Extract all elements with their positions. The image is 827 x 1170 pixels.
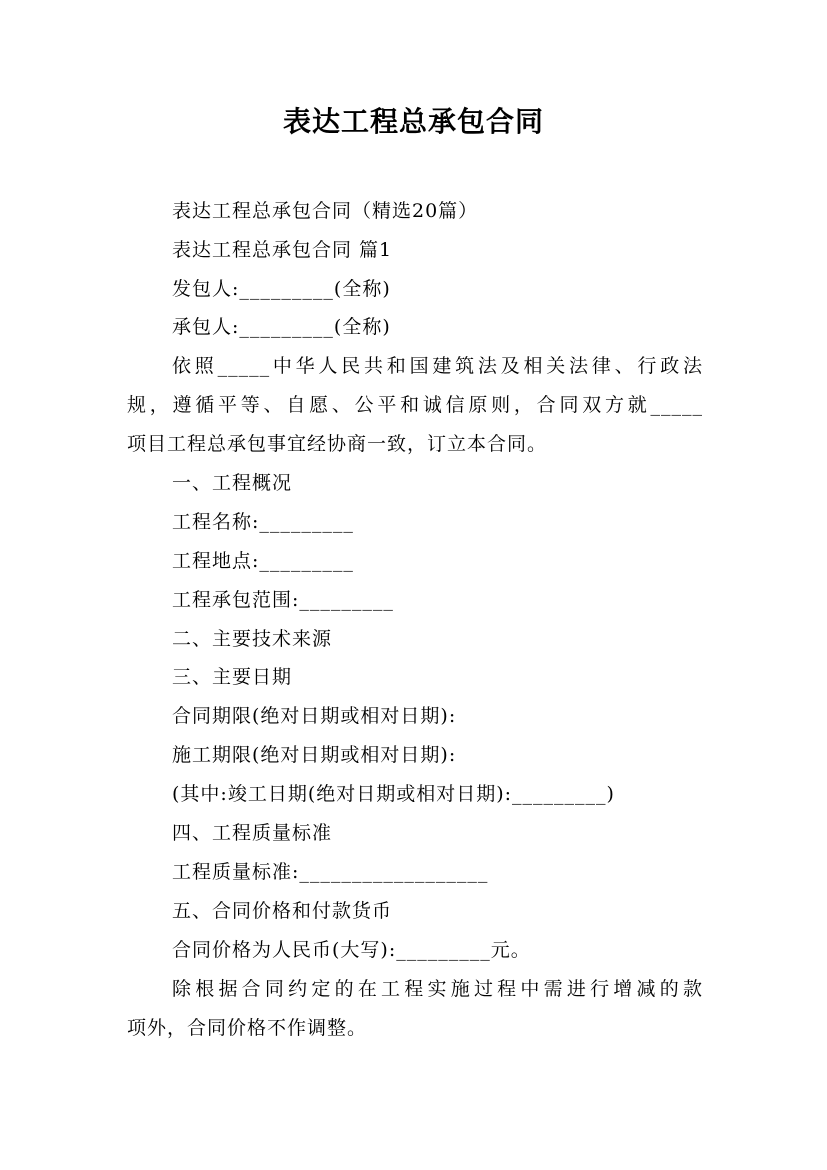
- doc-line-quality-standard: 工程质量标准:__________________: [172, 861, 489, 883]
- document-title: 表达工程总承包合同: [282, 105, 544, 138]
- doc-line-employer: 发包人:_________(全称): [172, 278, 391, 300]
- doc-line-heading-4: 四、工程质量标准: [172, 822, 333, 844]
- doc-line-heading-1: 一、工程概况: [172, 472, 293, 494]
- doc-line-project-location: 工程地点:_________: [172, 550, 354, 572]
- doc-line-paragraph-4: 除根据合同约定的在工程实施过程中需进行增减的款: [172, 978, 703, 1000]
- doc-line-section-heading: 表达工程总承包合同 篇1: [172, 239, 393, 261]
- doc-line-contract-price: 合同价格为人民币(大写):_________元。: [172, 939, 531, 961]
- doc-line-subtitle: 表达工程总承包合同（精选20篇）: [172, 200, 479, 222]
- doc-line-completion-date: (其中:竣工日期(绝对日期或相对日期):_________): [172, 783, 615, 805]
- doc-line-heading-2: 二、主要技术来源: [172, 628, 333, 650]
- doc-line-project-scope: 工程承包范围:_________: [172, 589, 394, 611]
- doc-line-paragraph-3: 项目工程总承包事宜经协商一致，订立本合同。: [127, 433, 548, 455]
- doc-line-heading-3: 三、主要日期: [172, 666, 293, 688]
- doc-line-project-name: 工程名称:_________: [172, 511, 354, 533]
- doc-line-construction-period: 施工期限(绝对日期或相对日期):: [172, 744, 457, 766]
- doc-line-paragraph-1: 依照_____中华人民共和国建筑法及相关法律、行政法: [172, 355, 703, 377]
- doc-line-contract-period: 合同期限(绝对日期或相对日期):: [172, 705, 457, 727]
- doc-line-paragraph-5: 项外，合同价格不作调整。: [127, 1017, 368, 1039]
- doc-line-heading-5: 五、合同价格和付款货币: [172, 900, 393, 922]
- doc-line-contractor: 承包人:_________(全称): [172, 316, 391, 338]
- doc-line-paragraph-2: 规，遵循平等、自愿、公平和诚信原则，合同双方就_____: [127, 394, 703, 416]
